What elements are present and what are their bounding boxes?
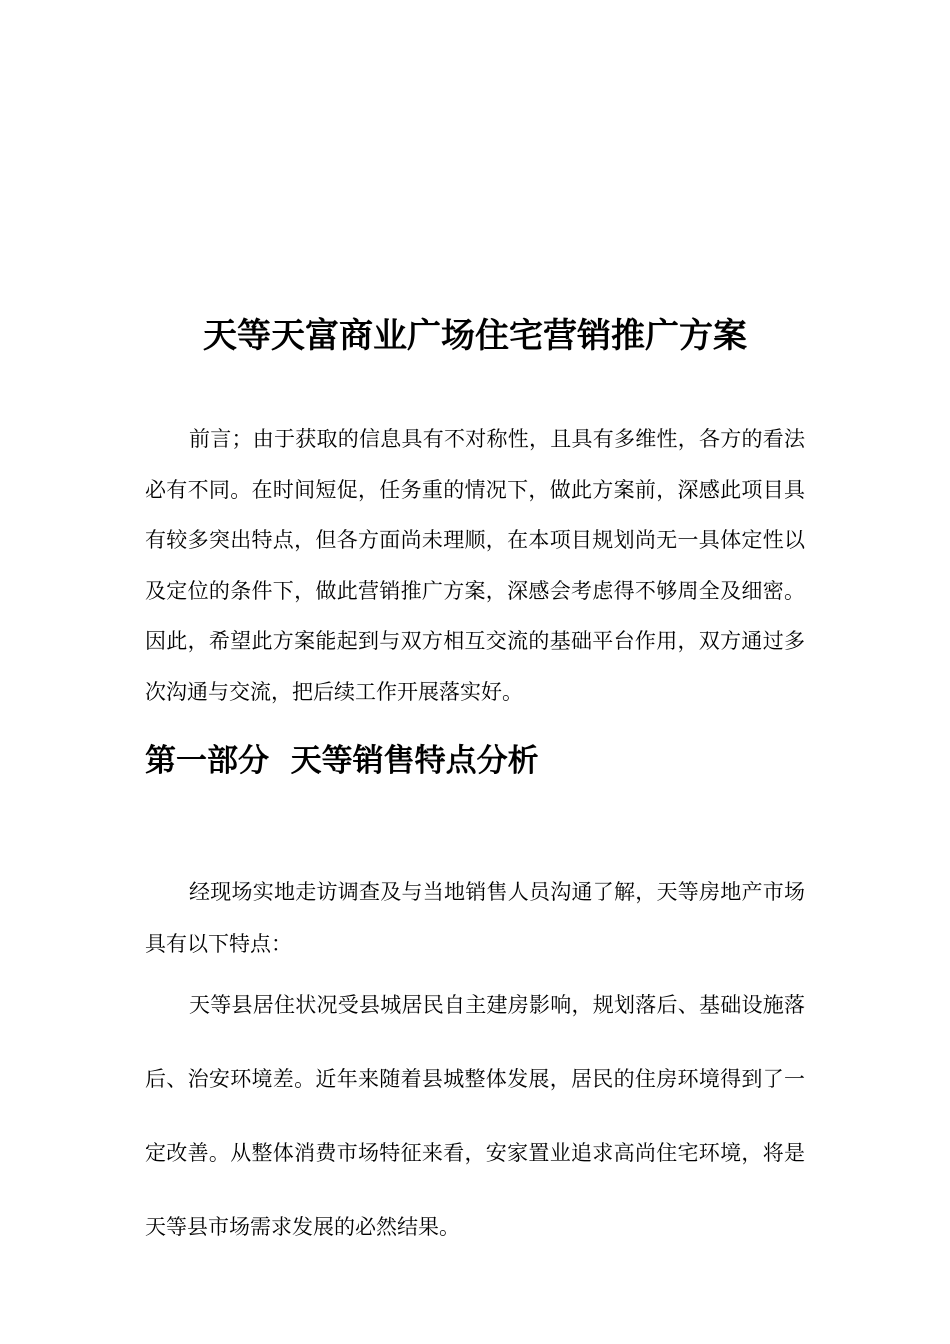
section-heading: 第一部分 天等销售特点分析 (145, 743, 539, 779)
county-housing-paragraph: 天等县居住状况受县城居民自主建房影响，规划落后、基础设施落后、治安环境差。近年来随着县城整体发展，居民的住房环境得到了一定改善。从整体消费市场特征来看，安家置业追求高尚住宅环境，将是天等县市场需求发展的必然结果。 (145, 993, 805, 1239)
document-title: 天等天富商业广场住宅营销推广方案 (203, 316, 747, 356)
market-intro-paragraph: 经现场实地走访调查及与当地销售人员沟通了解，天等房地产市场具有以下特点： (145, 880, 805, 956)
preface-paragraph: 前言；由于获取的信息具有不对称性，且具有多维性，各方的看法必有不同。在时间短促，任务重的情况下，做此方案前，深感此项目具有较多突出特点，但各方面尚未理顺，在本项目规划尚无一具体定性以及定位的条件下，做此营销推广方案，深感会考虑得不够周全及细密。因此，希望此方案能起到与双方相互交流的基础平台作用，双方通过多次沟通与交流，把后续工作开展落实好。 (145, 427, 805, 704)
